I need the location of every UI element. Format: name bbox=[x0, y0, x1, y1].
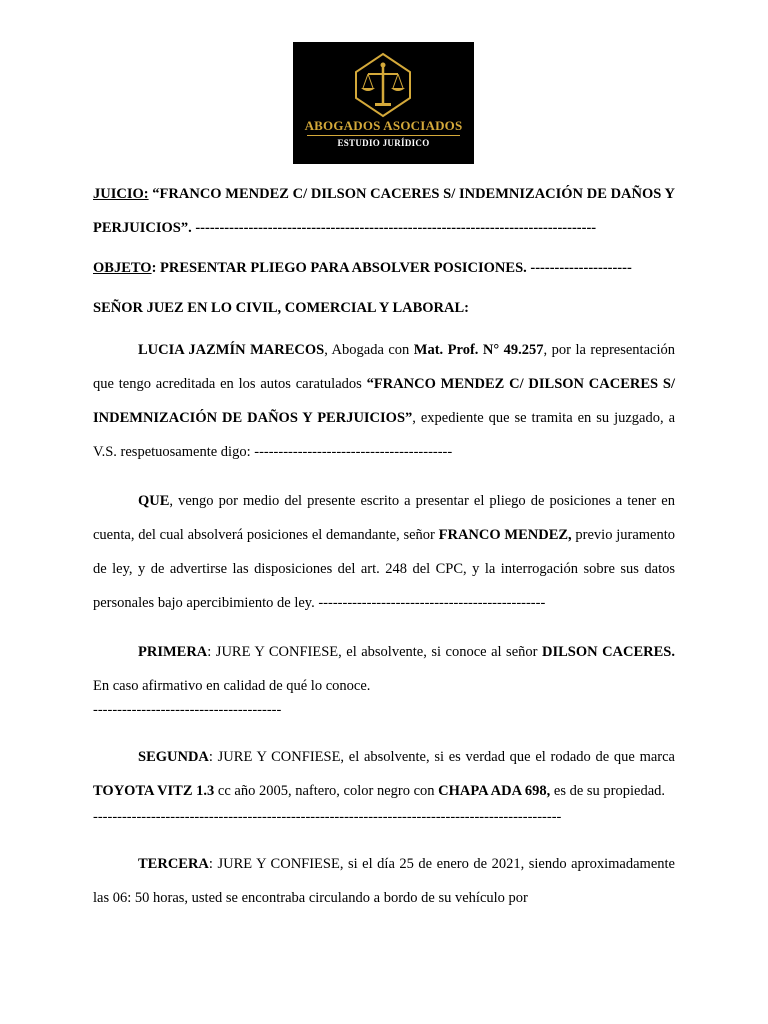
license-plate: CHAPA ADA 698, bbox=[438, 783, 551, 799]
segunda-paragraph bbox=[93, 740, 675, 808]
tercera-label: TERCERA bbox=[138, 856, 209, 872]
juicio-text: “FRANCO MENDEZ C/ DILSON CACERES S/ INDEMNIZACIÓN DE DAÑOS Y PERJUICIOS”. bbox=[93, 186, 675, 236]
segunda-dashes: ------------------------------------------------------------------------------------------------- bbox=[93, 809, 562, 825]
vehicle-model: TOYOTA VITZ 1.3 bbox=[93, 783, 215, 799]
logo-title: ABOGADOS ASOCIADOS bbox=[304, 118, 463, 133]
que-text-2: previo juramento de ley, y de advertirse las disposiciones del art. 248 del CPC, y la interrogación sobre sus datos personales bajo apercibimiento de ley. bbox=[93, 527, 675, 611]
que-label: QUE bbox=[138, 493, 170, 509]
case-title: “FRANCO MENDEZ C/ DILSON CACERES S/ INDEMNIZACIÓN DE DAÑOS Y PERJUICIOS” bbox=[93, 376, 675, 426]
intro-text-2: , por la representación que tengo acreditada en los autos caratulados bbox=[93, 342, 675, 392]
logo-divider bbox=[307, 135, 460, 136]
primera-label: PRIMERA bbox=[138, 644, 208, 660]
segunda-text-1: : JURE Y CONFIESE, el absolvente, si es verdad que el rodado de que marca bbox=[208, 749, 675, 765]
court-address: SEÑOR JUEZ EN LO CIVIL, COMERCIAL Y LABORAL: bbox=[93, 300, 469, 316]
segunda-text-2: cc año 2005, naftero, color negro con bbox=[214, 783, 439, 799]
que-paragraph bbox=[93, 484, 675, 620]
tercera-text-1: : JURE Y CONFIESE, si el día 25 de enero de 2021, siendo aproximadamente las 06: 50 horas, usted se encontraba circulando a bordo de su vehículo por bbox=[93, 856, 675, 906]
juicio-dashes: ----------------------------------------------------------------------------------- bbox=[195, 220, 597, 236]
primera-text-1: : JURE Y CONFIESE, el absolvente, si conoce al señor bbox=[207, 644, 542, 660]
document-body bbox=[93, 177, 675, 915]
plaintiff-name: FRANCO MENDEZ, bbox=[438, 527, 572, 543]
objeto-label: OBJETO bbox=[93, 260, 152, 276]
defendant-name: DILSON CACERES. bbox=[541, 644, 675, 660]
intro-paragraph bbox=[93, 333, 675, 469]
intro-text-1: , Abogada con bbox=[324, 342, 414, 358]
objeto-heading bbox=[93, 251, 675, 285]
que-dashes: ----------------------------------------------- bbox=[318, 595, 546, 611]
primera-text-2: En caso afirmativo en calidad de qué lo conoce. bbox=[93, 678, 371, 694]
logo-subtitle: ESTUDIO JURÍDICO bbox=[337, 138, 430, 148]
objeto-text: : PRESENTAR PLIEGO PARA ABSOLVER POSICIONES. bbox=[151, 260, 531, 276]
lawyer-name: LUCIA JAZMÍN MARECOS bbox=[138, 342, 325, 358]
objeto-dashes: --------------------- bbox=[530, 260, 632, 276]
registration-number: Mat. Prof. N° 49.257 bbox=[413, 342, 544, 358]
law-firm-logo bbox=[293, 42, 474, 164]
intro-text-3: , expediente que se tramita en su juzgado, a V.S. respetuosamente digo: bbox=[93, 410, 676, 460]
intro-dashes: ----------------------------------------- bbox=[254, 444, 453, 460]
tercera-paragraph bbox=[93, 847, 675, 915]
segunda-text-3: es de su propiedad. bbox=[550, 783, 666, 799]
primera-paragraph bbox=[93, 635, 675, 703]
que-text-1: , vengo por medio del presente escrito a presentar el pliego de posiciones a tener en cuenta, del cual absolverá posiciones el demandante, señor bbox=[93, 493, 675, 543]
primera-dashes: --------------------------------------- bbox=[93, 702, 282, 718]
juicio-label: JUICIO: bbox=[93, 186, 149, 202]
case-heading bbox=[93, 177, 675, 245]
segunda-label: SEGUNDA bbox=[138, 749, 209, 765]
scales-of-justice-icon bbox=[348, 52, 418, 118]
